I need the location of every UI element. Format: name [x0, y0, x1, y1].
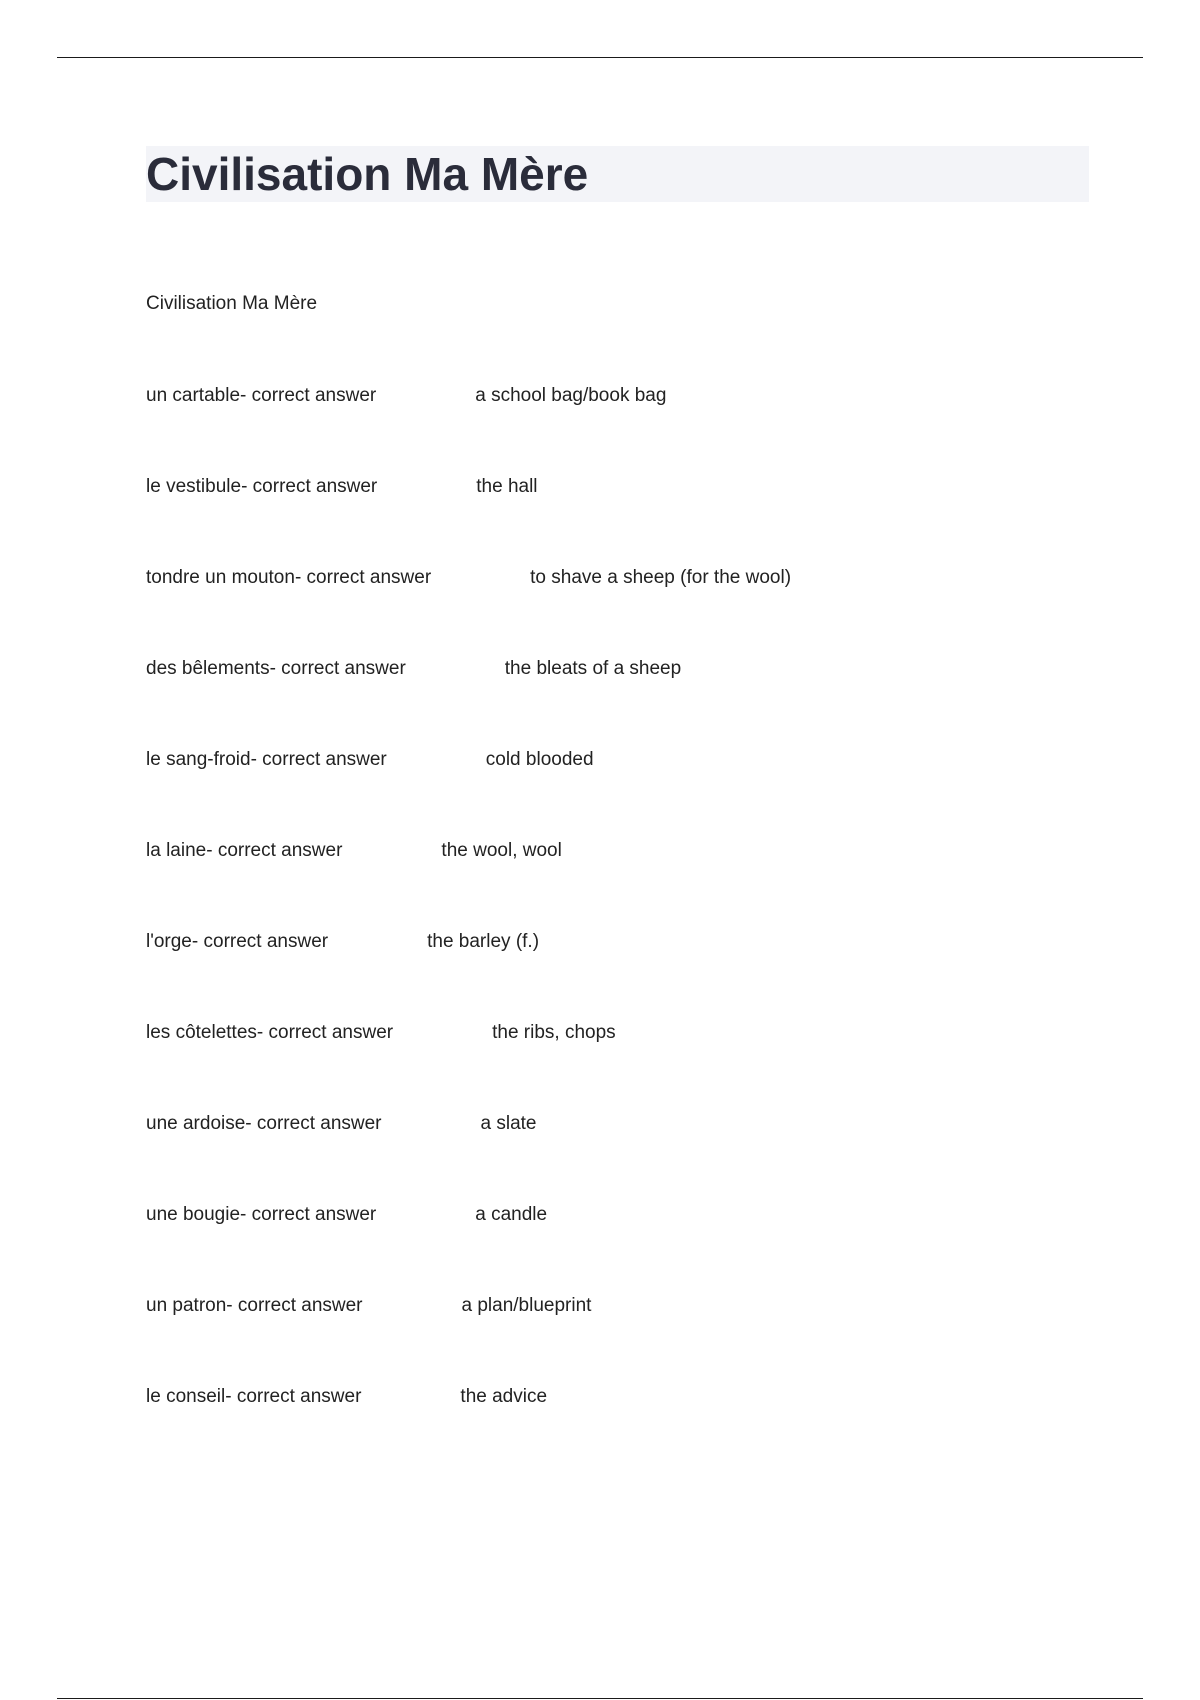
flashcard-row [146, 1203, 1106, 1294]
answer-marker: - correct answer [294, 567, 432, 588]
flashcard-definition: the bleats of a sheep [504, 658, 682, 679]
flashcard-row [146, 1112, 1106, 1203]
flashcard-term: le conseil [146, 1386, 226, 1407]
flashcard-definition: a school bag/book bag [475, 385, 667, 406]
answer-marker: - correct answer [241, 476, 378, 497]
answer-marker: - correct answer [206, 840, 343, 861]
flashcard-definition: to shave a sheep (for the wool) [530, 567, 792, 588]
flashcard-row [146, 1021, 1106, 1112]
flashcard-row [146, 566, 1106, 657]
flashcard-row [146, 657, 1106, 748]
answer-marker: - correct answer [256, 1022, 394, 1043]
title-banner [146, 146, 1089, 202]
flashcard-definition: a candle [475, 1204, 548, 1225]
flashcard-term: le vestibule [146, 476, 242, 497]
flashcard-list [146, 384, 1106, 1476]
flashcard-term: une ardoise [146, 1113, 246, 1134]
flashcard-definition: the ribs, chops [492, 1022, 616, 1043]
flashcard-term: des bêlements [146, 658, 270, 679]
top-rule [57, 57, 1143, 58]
flashcard-term: tondre un mouton [146, 567, 295, 588]
flashcard-term: une bougie [146, 1204, 241, 1225]
flashcard-row [146, 1294, 1106, 1385]
answer-marker: - correct answer [240, 1204, 377, 1225]
flashcard-definition: the hall [476, 476, 538, 497]
answer-marker: - correct answer [191, 931, 329, 952]
flashcard-definition: cold blooded [485, 749, 594, 770]
flashcard-row [146, 839, 1106, 930]
answer-marker: - correct answer [240, 385, 377, 406]
flashcard-definition: the wool, wool [441, 840, 562, 861]
flashcard-row [146, 1385, 1106, 1476]
flashcard-row [146, 748, 1106, 839]
flashcard-row [146, 475, 1106, 566]
flashcard-term: la laine [146, 840, 207, 861]
answer-marker: - correct answer [250, 749, 387, 770]
flashcard-row [146, 930, 1106, 1021]
flashcard-term: un cartable [146, 385, 241, 406]
flashcard-term: le sang-froid [146, 749, 251, 770]
flashcard-term: l'orge [146, 931, 192, 952]
flashcard-definition: a slate [480, 1113, 537, 1134]
answer-marker: - correct answer [225, 1386, 362, 1407]
page-title: Civilisation Ma Mère [146, 148, 589, 200]
flashcard-definition: a plan/blueprint [461, 1295, 592, 1316]
flashcard-term: les côtelettes [146, 1022, 257, 1043]
bottom-rule [57, 1698, 1143, 1699]
flashcard-definition: the advice [460, 1386, 548, 1407]
document-subtitle: Civilisation Ma Mère [146, 293, 318, 314]
answer-marker: - correct answer [245, 1113, 382, 1134]
answer-marker: - correct answer [269, 658, 406, 679]
flashcard-row [146, 384, 1106, 475]
flashcard-term: un patron [146, 1295, 227, 1316]
flashcard-definition: the barley (f.) [427, 931, 540, 952]
answer-marker: - correct answer [226, 1295, 363, 1316]
